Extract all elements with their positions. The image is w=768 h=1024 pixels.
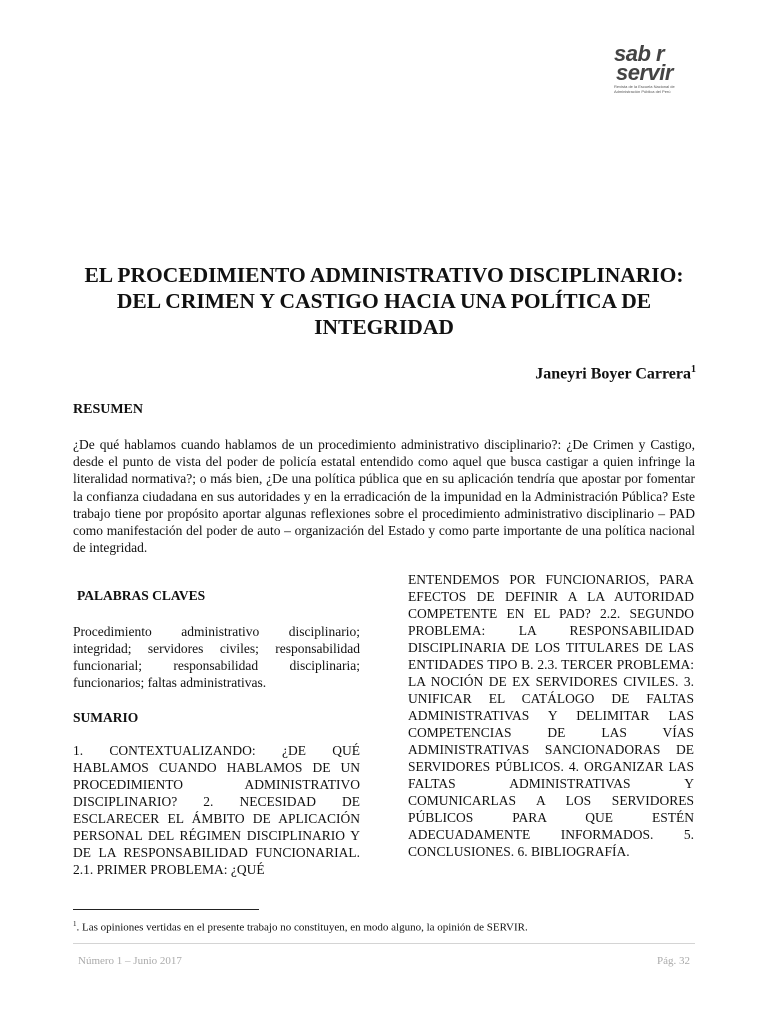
- right-column: [408, 571, 694, 860]
- resumen-heading: RESUMEN: [73, 402, 144, 417]
- sumario-heading: SUMARIO: [73, 710, 139, 725]
- footnote-divider: [73, 909, 259, 910]
- page-number: Pág. 32: [657, 955, 690, 967]
- logo-word-servir: servir: [616, 60, 673, 85]
- left-column: [73, 588, 360, 878]
- footnote-text: . Las opiniones vertidas en el presente trabajo no constituyen, en modo alguno, la opinión de SERVIR.: [76, 921, 528, 934]
- palabras-claves-heading: PALABRAS CLAVES: [77, 588, 206, 603]
- footnote: [73, 920, 528, 934]
- journal-logo: [614, 41, 698, 94]
- sumario-text-right: ENTENDEMOS POR FUNCIONARIOS, PARA EFECTOS DE DEFINIR A LA AUTORIDAD COMPETENTE EN EL PAD? 2.2. SEGUNDO PROBLEMA: LA RESPONSABILIDAD DISCIPLINARIA DE LOS TITULARES DE LAS ENTIDADES TIPO B. 2.3. TERCER PROBLEMA: LA NOCIÓN DE EX SERVIDORES CIVILES. 3. UNIFICAR EL CATÁLOGO DE FALTAS ADMINISTRATIVAS Y DELIMITAR LAS COMPETENCIAS DE LAS VÍAS ADMINISTRATIVAS SANCIONADORAS DE SERVIDORES PÚBLICOS. 4. ORGANIZAR LAS FALTAS ADMINISTRATIVAS Y COMUNICARLAS A LOS SERVIDORES PÚBLICOS PARA QUE ESTÉN ADECUADAMENTE INFORMADOS. 5. CONCLUSIONES. 6. BIBLIOGRAFÍA.: [408, 572, 694, 859]
- sumario-text-left: 1. CONTEXTUALIZANDO: ¿DE QUÉ HABLAMOS CUANDO HABLAMOS DE UN PROCEDIMIENTO ADMINISTRATIVO DISCIPLINARIO? 2. NECESIDAD DE ESCLARECER EL ÁMBITO DE APLICACIÓN PERSONAL DEL RÉGIMEN DISCIPLINARIO Y DE LA RESPONSABILIDAD FUNCIONARIAL. 2.1. PRIMER PROBLEMA: ¿QUÉ: [73, 743, 360, 877]
- logo-tagline: Revista de la Escuela Nacional de Administración Pública del Perú: [614, 84, 675, 94]
- footnote-mark: 1: [73, 920, 77, 928]
- footer-divider: [73, 943, 695, 944]
- article-title: EL PROCEDIMIENTO ADMINISTRATIVO DISCIPLINARIO: DEL CRIMEN Y CASTIGO HACIA UNA POLÍTICA DE INTEGRIDAD: [84, 263, 684, 339]
- resumen-text: ¿De qué hablamos cuando hablamos de un procedimiento administrativo disciplinario?: ¿De Crimen y Castigo, desde el punto de vista del poder de policía estatal entendido como aquel que busca castigar a quien infringe la literalidad normativa?; o más bien, ¿De una política pública que en su aplicación tendría que apostar por fomentar la confianza ciudadana en sus autoridades y en la erradicación de la impunidad en la Administración Pública? Este trabajo tiene por propósito aportar algunas reflexiones sobre el procedimiento administrativo disciplinario – PAD como manifestación del poder de auto – organización del Estado y como parte importante de una política nacional de integridad.: [73, 437, 695, 556]
- issue-info: Número 1 – Junio 2017: [78, 955, 182, 967]
- author-footnote-mark[interactable]: 1: [691, 364, 696, 375]
- author: [535, 364, 696, 383]
- logo-word-saber: sab r: [614, 41, 665, 66]
- palabras-claves-text: Procedimiento administrativo disciplinario; integridad; servidores civiles; responsabilidad funcionarial; responsabilidad disciplinaria; funcionarios; faltas administrativas.: [73, 624, 360, 690]
- author-name: Janeyri Boyer Carrera: [535, 365, 691, 383]
